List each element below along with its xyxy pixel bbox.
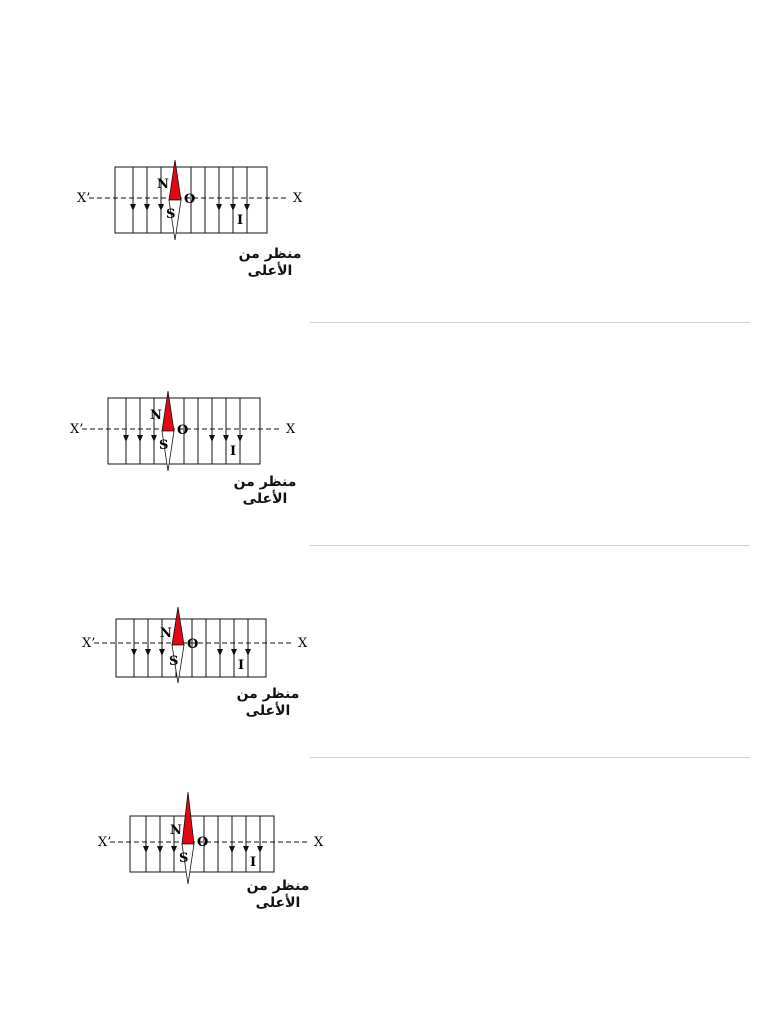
caption-line-1: منظر من: [236, 686, 300, 702]
separator-1: [310, 322, 750, 323]
south-label: S: [179, 851, 189, 866]
caption-line-2: الأعلى: [255, 895, 301, 911]
needle-north: [182, 792, 194, 844]
coil-diagram: [75, 160, 315, 260]
caption-line-1: منظر من: [238, 246, 302, 262]
exercise-1-caption: [230, 246, 310, 280]
south-label: S: [169, 654, 179, 669]
center-label: O: [177, 423, 189, 438]
axis-right-label: X: [286, 422, 296, 437]
coil-diagram: [96, 786, 336, 886]
axis-left-label: X’: [77, 191, 91, 206]
axis-left-label: X’: [70, 422, 84, 437]
axis-left-label: X’: [98, 835, 112, 850]
current-label: I: [238, 658, 245, 673]
south-label: S: [159, 438, 169, 453]
caption-line-2: الأعلى: [247, 263, 293, 279]
needle-north: [169, 160, 181, 200]
center-label: O: [184, 192, 196, 207]
center-label: O: [187, 637, 199, 652]
separator-2: [310, 545, 750, 546]
caption-line-1: منظر من: [233, 474, 297, 490]
north-label: N: [160, 626, 172, 641]
axis-right-label: X: [298, 636, 308, 651]
north-label: N: [170, 823, 182, 838]
center-label: O: [197, 835, 209, 850]
caption-line-1: منظر من: [246, 878, 310, 894]
caption-line-2: الأعلى: [245, 703, 291, 719]
north-label: N: [157, 177, 169, 192]
caption-line-2: الأعلى: [242, 491, 288, 507]
axis-right-label: X: [293, 191, 303, 206]
north-label: N: [150, 408, 162, 423]
exercise-1-coil-figure: [75, 160, 315, 260]
exercise-2-caption: [225, 474, 305, 508]
needle-north: [162, 391, 174, 431]
current-label: I: [230, 444, 237, 459]
exercise-4-caption: [238, 878, 318, 912]
exercise-4-coil-figure: [96, 786, 336, 886]
exercise-3-caption: [228, 686, 308, 720]
current-label: I: [237, 213, 244, 228]
south-label: S: [166, 207, 176, 222]
axis-left-label: X’: [82, 636, 96, 651]
current-label: I: [250, 855, 257, 870]
separator-3: [310, 757, 750, 758]
axis-right-label: X: [314, 835, 324, 850]
needle-north: [172, 607, 184, 645]
